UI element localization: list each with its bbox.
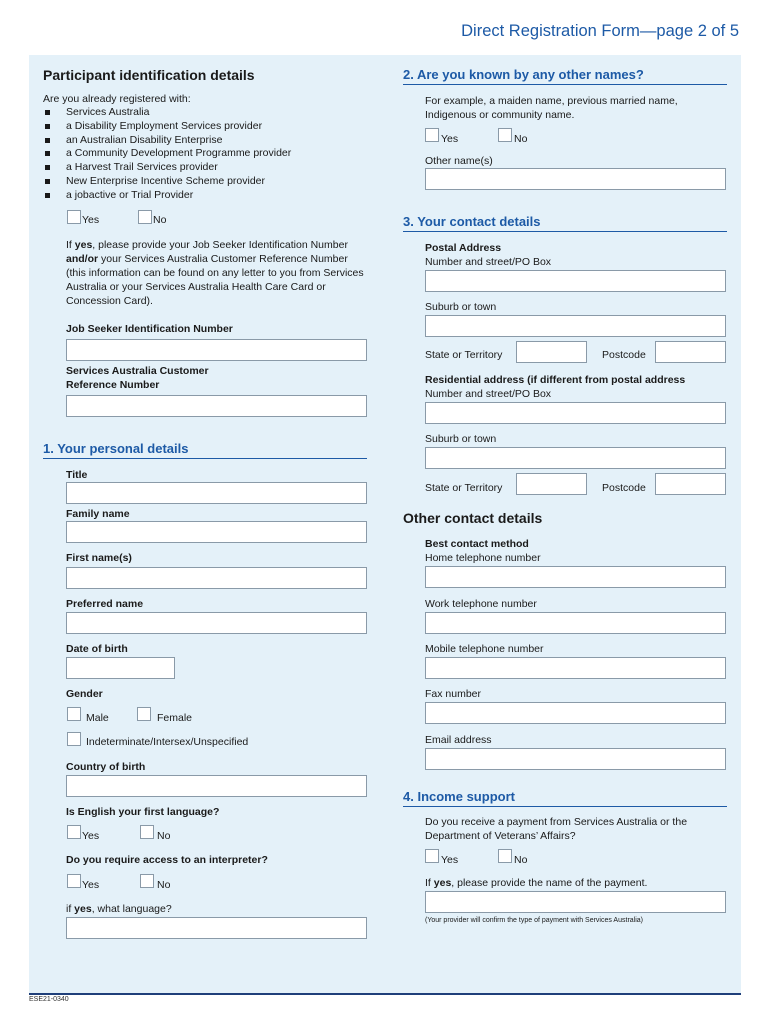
other-name-input[interactable] bbox=[425, 168, 726, 190]
residential-state-input[interactable] bbox=[516, 473, 587, 495]
registered-no-checkbox[interactable] bbox=[138, 210, 152, 224]
fax-label: Fax number bbox=[425, 688, 482, 700]
interpreter-no-label: No bbox=[157, 879, 171, 891]
crn-input[interactable] bbox=[66, 395, 367, 417]
income-question: Do you receive a payment from Services Australia or the Department of Veterans’ Affairs? bbox=[425, 816, 688, 842]
gender-indeterminate-checkbox[interactable] bbox=[67, 732, 81, 746]
postal-state-input[interactable] bbox=[516, 341, 587, 363]
provider-item: Services Australia bbox=[43, 106, 373, 120]
english-no-checkbox[interactable] bbox=[140, 825, 154, 839]
dob-input[interactable] bbox=[66, 657, 175, 679]
email-input[interactable] bbox=[425, 748, 726, 770]
other-names-yes-label: Yes bbox=[441, 133, 459, 145]
residential-postcode-label: Postcode bbox=[602, 482, 646, 494]
english-yes-label: Yes bbox=[82, 830, 100, 842]
provider-item: a Disability Employment Services provider bbox=[43, 120, 373, 134]
gender-female-label: Female bbox=[157, 712, 193, 724]
postal-state-label: State or Territory bbox=[425, 349, 503, 361]
mobile-phone-label: Mobile telephone number bbox=[425, 643, 544, 655]
country-label: Country of birth bbox=[66, 761, 146, 773]
first-name-input[interactable] bbox=[66, 567, 367, 589]
residential-street-label: Number and street/PO Box bbox=[425, 388, 552, 400]
provider-list bbox=[43, 106, 373, 203]
country-input[interactable] bbox=[66, 775, 367, 797]
residential-suburb-label: Suburb or town bbox=[425, 433, 497, 445]
other-names-no-checkbox[interactable] bbox=[498, 128, 512, 142]
postal-suburb-label: Suburb or town bbox=[425, 301, 497, 313]
personal-section-title: 1. Your personal details bbox=[43, 441, 367, 459]
registered-yes-label: Yes bbox=[82, 214, 100, 226]
jsid-label: Job Seeker Identification Number bbox=[66, 323, 233, 335]
gender-male-checkbox[interactable] bbox=[67, 707, 81, 721]
income-section-title: 4. Income support bbox=[403, 789, 727, 807]
provider-item: a jobactive or Trial Provider bbox=[43, 189, 373, 203]
english-no-label: No bbox=[157, 830, 171, 842]
income-note: (Your provider will confirm the type of payment with Services Australia) bbox=[425, 917, 643, 924]
fax-input[interactable] bbox=[425, 702, 726, 724]
language-input[interactable] bbox=[66, 917, 367, 939]
email-label: Email address bbox=[425, 734, 492, 746]
contact-section-title: 3. Your contact details bbox=[403, 214, 727, 232]
payment-name-label: If yes, please provide the name of the payment. bbox=[425, 877, 648, 889]
postal-postcode-label: Postcode bbox=[602, 349, 646, 361]
home-phone-label: Home telephone number bbox=[425, 552, 541, 564]
provider-item: a Harvest Trail Services provider bbox=[43, 161, 373, 175]
gender-male-label: Male bbox=[86, 712, 109, 724]
other-name-label: Other name(s) bbox=[425, 155, 493, 167]
other-contact-title: Other contact details bbox=[403, 510, 543, 526]
residential-postcode-input[interactable] bbox=[655, 473, 726, 495]
residential-address-label: Residential address (if different from postal address bbox=[425, 374, 686, 386]
work-phone-input[interactable] bbox=[425, 612, 726, 634]
other-names-desc: For example, a maiden name, previous married name, Indigenous or community name. bbox=[425, 95, 678, 121]
interpreter-yes-checkbox[interactable] bbox=[67, 874, 81, 888]
gender-female-checkbox[interactable] bbox=[137, 707, 151, 721]
postal-address-label: Postal Address bbox=[425, 242, 502, 254]
postal-street-input[interactable] bbox=[425, 270, 726, 292]
footer-rule bbox=[29, 993, 741, 995]
interpreter-no-checkbox[interactable] bbox=[140, 874, 154, 888]
dob-label: Date of birth bbox=[66, 643, 128, 655]
registered-instructions: If yes, please provide your Job Seeker Identification Number and/or your Services Australia Customer Reference Number (this information can be found on any letter to you from Services Australia or your Services Australia Health Care Card or Concession Card). bbox=[66, 239, 364, 307]
income-yes-label: Yes bbox=[441, 854, 459, 866]
english-label: Is English your first language? bbox=[66, 806, 220, 818]
income-no-checkbox[interactable] bbox=[498, 849, 512, 863]
page-header-title: Direct Registration Form—page 2 of 5 bbox=[461, 22, 739, 40]
jsid-input[interactable] bbox=[66, 339, 367, 361]
other-names-yes-checkbox[interactable] bbox=[425, 128, 439, 142]
participant-section-title: Participant identification details bbox=[43, 67, 255, 83]
provider-item: New Enterprise Incentive Scheme provider bbox=[43, 175, 373, 189]
preferred-name-input[interactable] bbox=[66, 612, 367, 634]
provider-item: a Community Development Programme provider bbox=[43, 147, 373, 161]
language-label: if yes, what language? bbox=[66, 903, 172, 915]
participant-intro: Are you already registered with: bbox=[43, 93, 191, 105]
crn-label-line1: Services Australia Customer bbox=[66, 365, 209, 377]
family-name-input[interactable] bbox=[66, 521, 367, 543]
postal-postcode-input[interactable] bbox=[655, 341, 726, 363]
registered-no-label: No bbox=[153, 214, 167, 226]
home-phone-input[interactable] bbox=[425, 566, 726, 588]
title-input[interactable] bbox=[66, 482, 367, 504]
gender-indeterminate-label: Indeterminate/Intersex/Unspecified bbox=[86, 736, 249, 748]
postal-suburb-input[interactable] bbox=[425, 315, 726, 337]
income-yes-checkbox[interactable] bbox=[425, 849, 439, 863]
work-phone-label: Work telephone number bbox=[425, 598, 537, 610]
other-names-section-title: 2. Are you known by any other names? bbox=[403, 67, 727, 85]
mobile-phone-input[interactable] bbox=[425, 657, 726, 679]
gender-label: Gender bbox=[66, 688, 103, 700]
title-label: Title bbox=[66, 469, 88, 481]
interpreter-label: Do you require access to an interpreter? bbox=[66, 854, 268, 866]
preferred-name-label: Preferred name bbox=[66, 598, 144, 610]
family-name-label: Family name bbox=[66, 508, 130, 520]
other-names-no-label: No bbox=[514, 133, 528, 145]
residential-state-label: State or Territory bbox=[425, 482, 503, 494]
residential-suburb-input[interactable] bbox=[425, 447, 726, 469]
income-no-label: No bbox=[514, 854, 528, 866]
form-code: ESE21-0340 bbox=[29, 996, 69, 1003]
provider-item: an Australian Disability Enterprise bbox=[43, 134, 373, 148]
residential-street-input[interactable] bbox=[425, 402, 726, 424]
best-contact-label: Best contact method bbox=[425, 538, 529, 550]
first-name-label: First name(s) bbox=[66, 552, 132, 564]
postal-street-label: Number and street/PO Box bbox=[425, 256, 552, 268]
registered-yes-checkbox[interactable] bbox=[67, 210, 81, 224]
interpreter-yes-label: Yes bbox=[82, 879, 100, 891]
payment-name-input[interactable] bbox=[425, 891, 726, 913]
crn-label-line2: Reference Number bbox=[66, 379, 160, 391]
english-yes-checkbox[interactable] bbox=[67, 825, 81, 839]
